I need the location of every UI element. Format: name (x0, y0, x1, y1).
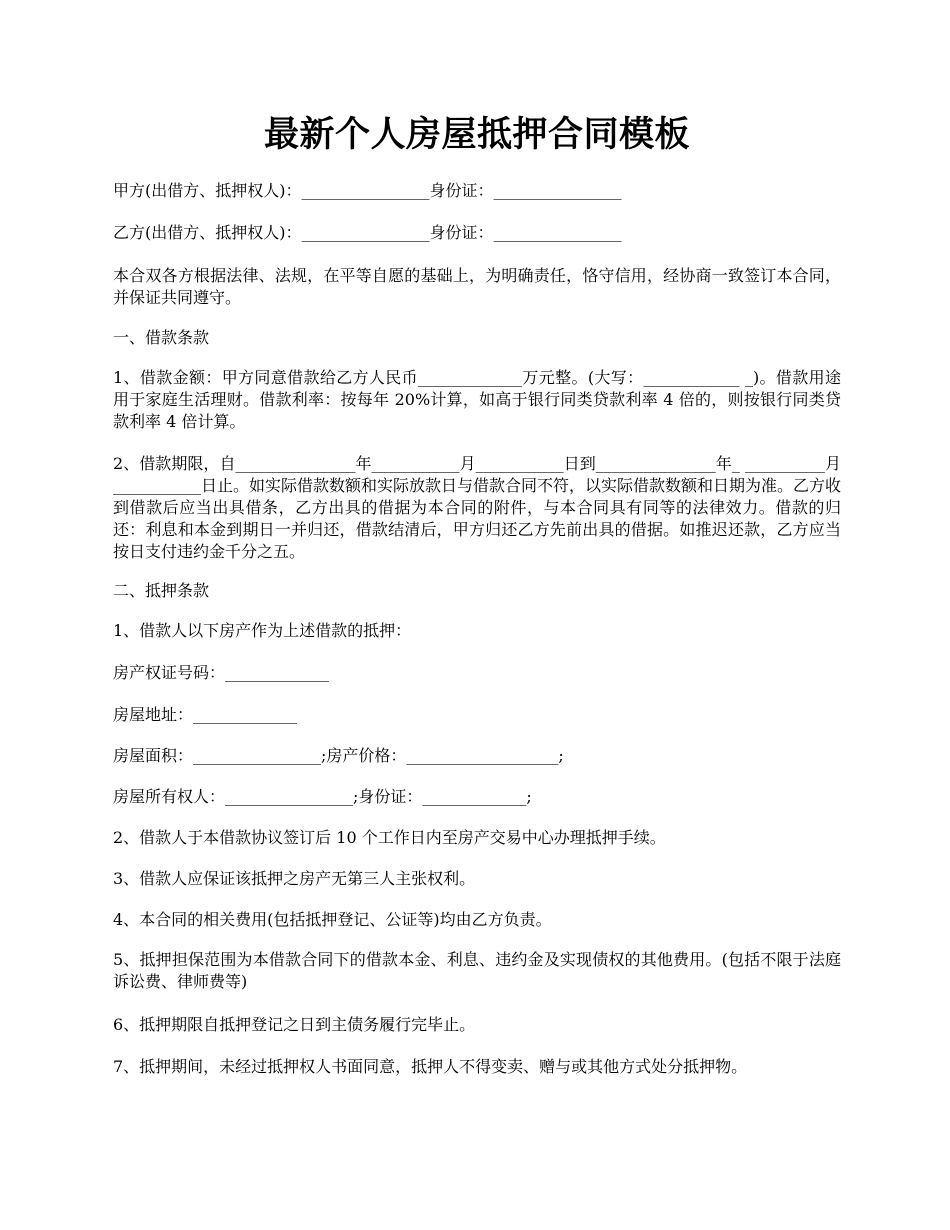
clause-loan-amount: 1、借款金额：甲方同意借款给乙方人民币_____________万元整。(大写：____________ _)。借款用途用于家庭生活理财。借款利率：按每年 20%计算，如高于银行同类贷款利率 4 倍的，则按银行同类贷款利率 4 倍计算。 (113, 368, 841, 431)
field-area-price: 房屋面积：________________;房产价格：___________________; (113, 746, 564, 765)
clause-mortgage-property: 1、借款人以下房产作为上述借款的抵押： (113, 621, 412, 640)
preamble-paragraph: 本合双各方根据法律、法规，在平等自愿的基础上，为明确责任，恪守信用，经协商一致签订本合同，并保证共同遵守。 (113, 266, 841, 307)
field-property-address: 房屋地址：_____________ (113, 705, 298, 724)
clause-guarantee-scope: 5、抵押担保范围为本借款合同下的借款本金、利息、违约金及实现债权的其他费用。(包括不限于法庭诉讼费、律师费等) (113, 950, 841, 991)
clause-loan-term: 2、借款期限，自_______________年___________月___________日到_______________年_ __________月___________日止。如实际借款数额和实际放款日与借款合同不符，以实际借款数额和日期为准。乙方收到借款后应当出具借条，乙方出具的借据为本合同的附件，与本合同具有同等的法律效力。借款的归还：利息和本金到期日一并归还，借款结清后，甲方归还乙方先前出具的借据。如推迟还款，乙方应当按日支付违约金千分之五。 (113, 454, 842, 561)
party-b-line: 乙方(出借方、抵押权人)：________________身份证：________________ (113, 223, 622, 242)
section-heading-mortgage: 二、抵押条款 (113, 581, 210, 600)
clause-no-third-party: 3、借款人应保证该抵押之房产无第三人主张权利。 (113, 869, 476, 888)
party-a-line: 甲方(出借方、抵押权人)：________________身份证：________________ (113, 181, 622, 200)
document-title: 最新个人房屋抵押合同模板 (263, 114, 690, 155)
field-property-cert-no: 房产权证号码：_____________ (113, 663, 330, 682)
section-heading-loan: 一、借款条款 (113, 328, 210, 347)
clause-no-disposal: 7、抵押期间，未经过抵押权人书面同意，抵押人不得变卖、赠与或其他方式处分抵押物。 (113, 1057, 748, 1076)
clause-fees: 4、本合同的相关费用(包括抵押登记、公证等)均由乙方负责。 (113, 910, 552, 929)
field-owner-id: 房屋所有权人：________________;身份证：_____________; (113, 787, 532, 806)
clause-registration: 2、借款人于本借款协议签订后 10 个工作日内至房产交易中心办理抵押手续。 (113, 828, 666, 847)
clause-mortgage-period: 6、抵押期限自抵押登记之日到主债务履行完毕止。 (113, 1015, 476, 1034)
